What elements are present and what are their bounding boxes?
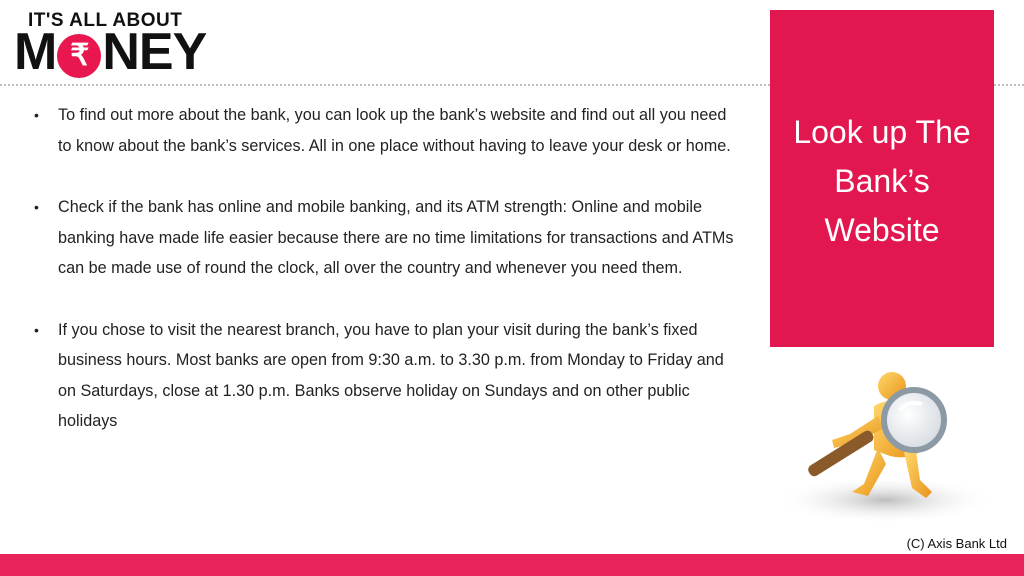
side-title-panel (770, 10, 994, 347)
logo-wordmark (14, 23, 207, 81)
header-divider-right (994, 84, 1024, 86)
side-title: Look up The Bank’s Website (793, 114, 971, 248)
footer-bar (0, 554, 1024, 576)
header-divider (0, 84, 770, 86)
rupee-coin-icon: ₹ (57, 34, 101, 78)
credit-text: (C) Axis Bank Ltd (906, 536, 1007, 551)
logo-tagline: IT'S ALL ABOUT (28, 10, 183, 31)
logo-word-start: M (14, 23, 57, 81)
magnifying-glass-figure-icon (770, 360, 1000, 532)
logo (14, 8, 244, 81)
bullet-item: • To find out more about the bank, you can look up the bank’s website and find out all you need to know about the bank’s services. All in one place without having to leave your desk or home. (32, 100, 744, 161)
logo-word-end: NEY (102, 23, 207, 81)
bullet-item: • If you chose to visit the nearest branch, you have to plan your visit during the bank’s fixed business hours. Most banks are open from 9:30 a.m. to 3.30 p.m. from Monday to Friday and on Saturdays, close at 1.30 p.m. Banks observe holiday on Sundays and on other public holidays (32, 315, 744, 437)
bullet-item: • Check if the bank has online and mobile banking, and its ATM strength: Online and mobile banking have made life easier because there are no time limitations for transactions and ATMs can be made use of round the clock, all over the country and whenever you need them. (32, 192, 744, 284)
bullet-list (32, 100, 744, 468)
